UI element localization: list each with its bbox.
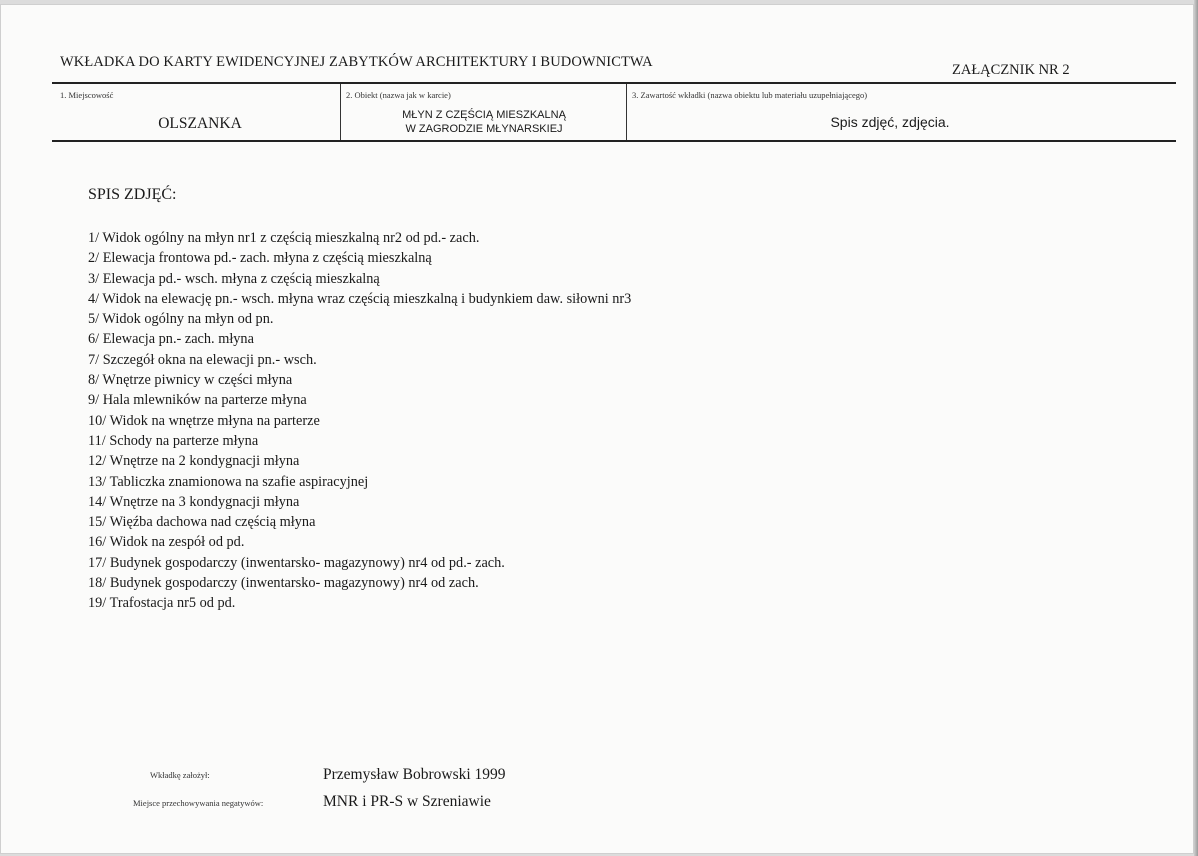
- founder-value: Przemysław Bobrowski 1999: [323, 766, 506, 783]
- photo-list-item: 8/ Wnętrze piwnicy w części młyna: [88, 372, 293, 389]
- storage-label: Miejsce przechowywania negatywów:: [133, 798, 264, 808]
- page-edge-shadow: [1194, 0, 1198, 856]
- photo-list-item: 15/ Więźba dachowa nad częścią młyna: [88, 514, 316, 531]
- photo-list-item: 18/ Budynek gospodarczy (inwentarsko- magazynowy) nr4 od zach.: [88, 575, 479, 592]
- photo-list-item: 12/ Wnętrze na 2 kondygnacji młyna: [88, 453, 300, 470]
- attachment-number: ZAŁĄCZNIK NR 2: [952, 62, 1070, 78]
- photo-list-item: 7/ Szczegół okna na elewacji pn.- wsch.: [88, 351, 317, 368]
- document-sheet: [0, 4, 1194, 854]
- photo-list-item: 10/ Widok na wnętrze młyna na parterze: [88, 412, 320, 429]
- object-label: 2. Obiekt (nazwa jak w karcie): [346, 90, 451, 100]
- photo-list-item: 3/ Elewacja pd.- wsch. młyna z częścią mieszkalną: [88, 270, 380, 287]
- object-value-line-2: W ZAGRODZIE MŁYNARSKIEJ: [405, 123, 563, 135]
- header-top-rule: [52, 82, 1176, 84]
- photo-list-item: 1/ Widok ogólny na młyn nr1 z częścią mieszkalną nr2 od pd.- zach.: [88, 230, 480, 246]
- photo-list: [88, 228, 631, 614]
- storage-value: MNR i PR-S w Szreniawie: [323, 793, 491, 810]
- photo-list-heading: SPIS ZDJĘĆ:: [88, 186, 177, 203]
- place-label: 1. Miejscowość: [60, 90, 114, 100]
- column-divider-1: [340, 84, 341, 140]
- photo-list-item: 14/ Wnętrze na 3 kondygnacji młyna: [88, 493, 300, 510]
- photo-list-item: 6/ Elewacja pn.- zach. młyna: [88, 331, 254, 348]
- photo-list-item: 5/ Widok ogólny na młyn od pn.: [88, 311, 274, 328]
- object-value: [345, 108, 623, 136]
- header-bottom-rule: [52, 140, 1176, 142]
- photo-list-item: 2/ Elewacja frontowa pd.- zach. młyna z częścią mieszkalną: [88, 250, 432, 267]
- photo-list-item: 9/ Hala mlewników na parterze młyna: [88, 392, 307, 409]
- document-title: WKŁADKA DO KARTY EWIDENCYJNEJ ZABYTKÓW ARCHITEKTURY I BUDOWNICTWA: [60, 54, 653, 70]
- object-value-line-1: MŁYN Z CZĘŚCIĄ MIESZKALNĄ: [402, 109, 566, 121]
- photo-list-item: 16/ Widok na zespół od pd.: [88, 534, 245, 551]
- content-label: 3. Zawartość wkładki (nazwa obiektu lub materiału uzupełniającego): [632, 90, 868, 100]
- photo-list-item: 17/ Budynek gospodarczy (inwentarsko- magazynowy) nr4 od pd.- zach.: [88, 554, 505, 571]
- photo-list-item: 19/ Trafostacja nr5 od pd.: [88, 595, 236, 612]
- photo-list-item: 13/ Tabliczka znamionowa na szafie aspiracyjnej: [88, 473, 369, 490]
- column-divider-2: [626, 84, 627, 140]
- photo-list-item: 4/ Widok na elewację pn.- wsch. młyna wraz częścią mieszkalną i budynkiem daw. siłowni nr3: [88, 290, 632, 307]
- place-value: OLSZANKA: [158, 115, 242, 132]
- founder-label: Wkładkę założył:: [150, 770, 210, 780]
- content-value: Spis zdjęć, zdjęcia.: [830, 114, 950, 130]
- photo-list-item: 11/ Schody na parterze młyna: [88, 432, 259, 449]
